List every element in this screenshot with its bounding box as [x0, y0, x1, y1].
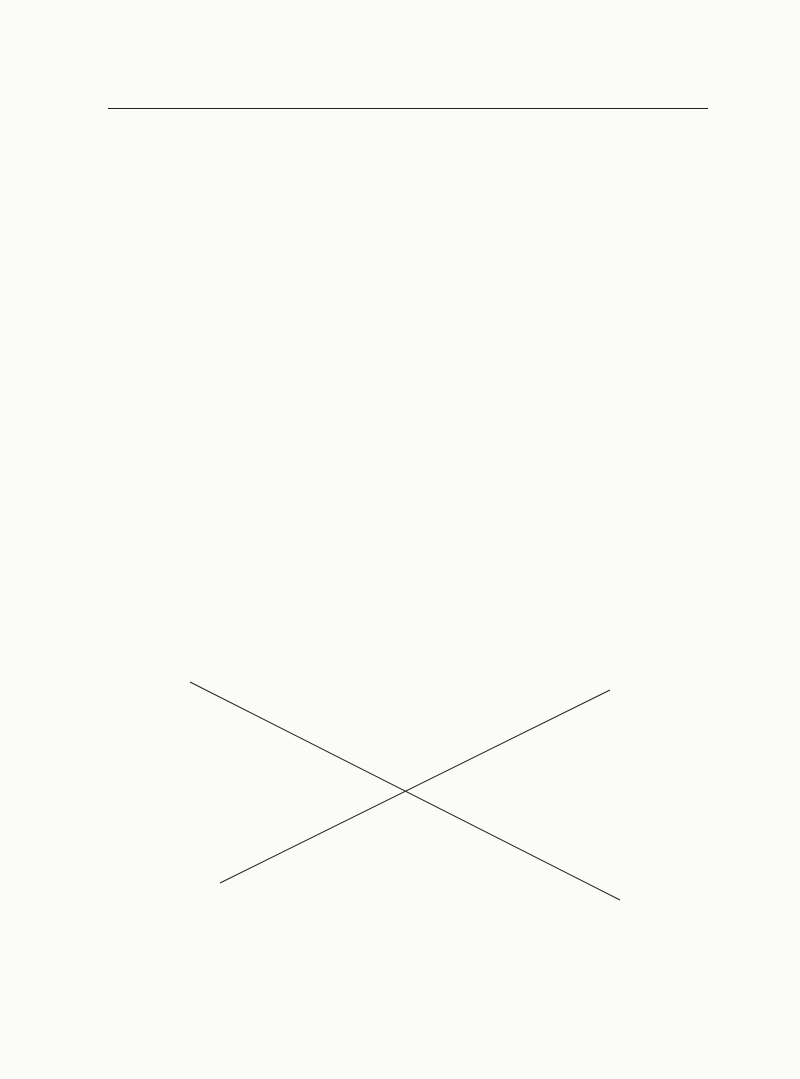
- sampling-diagram: [180, 650, 640, 940]
- header-rule: [108, 108, 708, 109]
- diagonal-2: [220, 690, 610, 883]
